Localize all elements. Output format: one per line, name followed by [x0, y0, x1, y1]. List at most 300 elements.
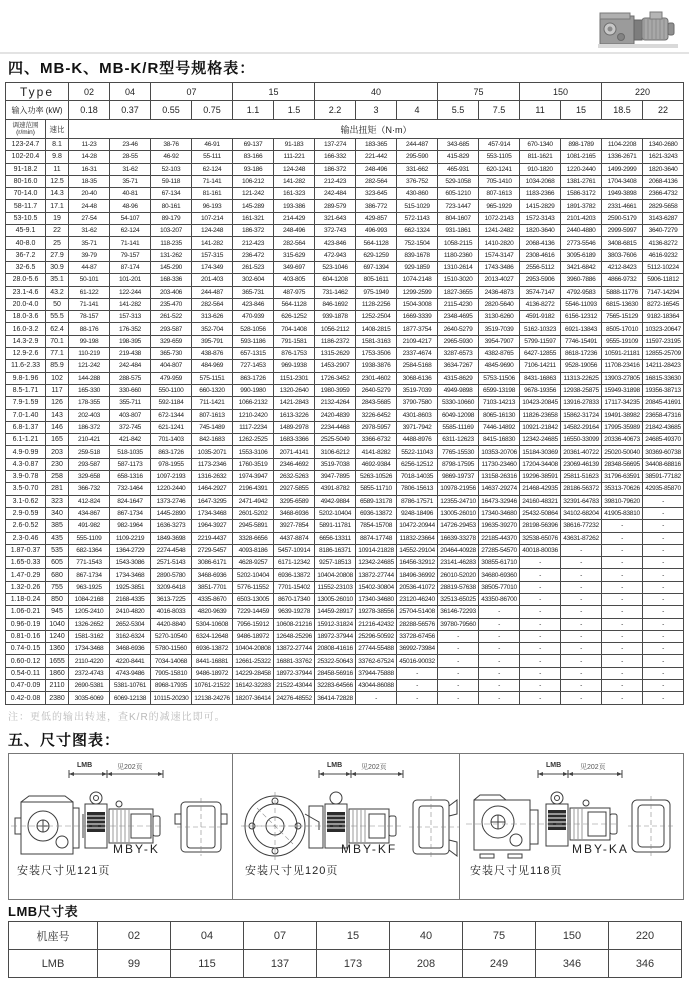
torque-cell: 313-626 [192, 311, 233, 323]
torque-cell: 5270-10540 [151, 630, 192, 642]
torque-cell: 2843-5685 [356, 397, 397, 409]
torque-cell: - [602, 606, 643, 618]
torque-cell: 2556-5112 [520, 261, 561, 273]
torque-cell: - [643, 569, 684, 581]
torque-cell: 20845-41691 [643, 397, 684, 409]
torque-cell: 1410-2820 [479, 237, 520, 249]
speed-range-cell: 3.5-0.70 [6, 483, 46, 495]
torque-cell: 23658-47316 [643, 409, 684, 421]
torque-cell: 10353-20706 [479, 446, 520, 458]
torque-cell: 8968-17935 [151, 680, 192, 692]
torque-cell: 99-198 [69, 335, 110, 347]
torque-cell: 3574-7147 [520, 286, 561, 298]
torque-cell: 96-193 [192, 200, 233, 212]
torque-cell: 2440-4880 [561, 225, 602, 237]
ratio-cell: 25 [46, 237, 69, 249]
dim-label-lmb: LMB [77, 762, 93, 769]
ratio-cell: 258 [46, 471, 69, 483]
torque-cell: 403-807 [110, 409, 151, 421]
torque-cell: 17117-34235 [602, 397, 643, 409]
torque-cell: 302-604 [233, 274, 274, 286]
torque-cell: 4301-8603 [397, 409, 438, 421]
ratio-cell: 1860 [46, 667, 69, 679]
torque-cell: 288-575 [110, 372, 151, 384]
torque-cell: 621-1241 [151, 421, 192, 433]
frame-size-header: 75 [438, 83, 520, 101]
torque-cell: 1128-2256 [356, 298, 397, 310]
torque-cell: 18972-37944 [274, 667, 315, 679]
torque-cell: 3790-7580 [397, 397, 438, 409]
ratio-cell: 102 [46, 372, 69, 384]
torque-cell: 2331-4661 [602, 200, 643, 212]
torque-cell: 10115-20230 [151, 692, 192, 704]
torque-cell: 10472-20944 [397, 520, 438, 532]
torque-cell: 6311-12623 [438, 434, 479, 446]
power-value-header: 3 [356, 101, 397, 120]
torque-cell: 13158-26316 [479, 471, 520, 483]
torque-cell: 11-23 [69, 139, 110, 151]
torque-cell: 17340-34680 [356, 593, 397, 605]
torque-cell: 2525-5049 [315, 434, 356, 446]
torque-cell: 732-1464 [110, 483, 151, 495]
spec-row [6, 557, 684, 569]
torque-cell: 430-860 [397, 188, 438, 200]
lmb-table-title: LMB尺寸表 [8, 904, 79, 919]
torque-cell: 7765-15530 [438, 446, 479, 458]
torque-cell: 4692-9384 [356, 458, 397, 470]
torque-cell: 807-1613 [192, 409, 233, 421]
spec-row [6, 680, 684, 692]
torque-cell: 2999-5997 [602, 225, 643, 237]
torque-cell: - [479, 606, 520, 618]
torque-cell: 620-1241 [479, 163, 520, 175]
torque-cell: - [397, 692, 438, 704]
torque-cell: - [643, 532, 684, 544]
spec-row [6, 274, 684, 286]
torque-cell: 1097-2193 [151, 471, 192, 483]
spec-row [6, 212, 684, 224]
power-value-header: 0.75 [192, 101, 233, 120]
torque-cell: 19635-39270 [479, 520, 520, 532]
torque-cell: 2471-4942 [233, 495, 274, 507]
torque-cell: 1974-3947 [233, 471, 274, 483]
panel-mby-kf [233, 754, 460, 899]
torque-cell: 67-134 [151, 188, 192, 200]
torque-cell: 45016-90032 [397, 655, 438, 667]
torque-cell: 16550-33099 [561, 434, 602, 446]
ratio-cell: 117 [46, 384, 69, 396]
torque-cell: 1964-3927 [192, 520, 233, 532]
torque-cell: 8065-16130 [479, 409, 520, 421]
torque-cell: 9182-18364 [643, 311, 684, 323]
torque-cell: 46-92 [151, 151, 192, 163]
torque-cell: - [643, 655, 684, 667]
speed-range-cell: 20.0-4.0 [6, 298, 46, 310]
torque-cell: 4212-8423 [602, 261, 643, 273]
torque-cell: 963-1925 [69, 581, 110, 593]
torque-cell: 2978-5957 [356, 421, 397, 433]
torque-cell: 438-876 [192, 348, 233, 360]
torque-cell: 23120-46240 [397, 593, 438, 605]
spec-row [6, 384, 684, 396]
ratio-cell: 146 [46, 421, 69, 433]
torque-cell: 101-201 [110, 274, 151, 286]
speed-range-cell: 9.8-1.96 [6, 372, 46, 384]
torque-cell: 658-1316 [110, 471, 151, 483]
torque-cell: 898-1789 [561, 139, 602, 151]
torque-cell: 2219-4437 [192, 532, 233, 544]
speed-range-cell: 2.3-0.46 [6, 532, 46, 544]
torque-cell: 282-564 [274, 237, 315, 249]
torque-cell: - [561, 692, 602, 704]
torque-cell: 805-1611 [356, 274, 397, 286]
torque-cell: 11826-23658 [520, 409, 561, 421]
torque-cell: 1183-2366 [520, 188, 561, 200]
torque-cell: 4866-9732 [602, 274, 643, 286]
torque-cell: - [561, 643, 602, 655]
speed-range-cell: 1.06-0.21 [6, 606, 46, 618]
torque-cell: 25432-50864 [520, 507, 561, 519]
torque-cell: 863-1726 [233, 372, 274, 384]
torque-cell: 18-35 [69, 175, 110, 187]
torque-cell: 28288-56576 [397, 618, 438, 630]
page-title: 四、MB-K、MB-K/R型号规格表： [8, 60, 256, 77]
torque-cell: 7854-15708 [356, 520, 397, 532]
torque-cell: 34680-69360 [479, 569, 520, 581]
torque-cell: 161-323 [274, 188, 315, 200]
torque-cell: 40-81 [110, 188, 151, 200]
torque-cell: - [602, 680, 643, 692]
torque-cell: 3106-6212 [315, 446, 356, 458]
ratio-cell: 230 [46, 458, 69, 470]
speed-range-cell: 16.0-3.2 [6, 323, 46, 335]
torque-cell: 2274-4548 [151, 544, 192, 556]
torque-cell: - [602, 569, 643, 581]
torque-cell: 12938-25875 [561, 384, 602, 396]
torque-cell: 6427-12855 [520, 348, 561, 360]
torque-cell: 6599-13198 [479, 384, 520, 396]
spec-row [6, 532, 684, 544]
torque-cell: 372-745 [110, 421, 151, 433]
torque-cell: 6324-12648 [192, 630, 233, 642]
torque-cell: 16881-33762 [274, 655, 315, 667]
spec-row [6, 434, 684, 446]
speed-range-cell: 123-24.7 [6, 139, 46, 151]
torque-cell: 8441-16881 [192, 655, 233, 667]
torque-cell: 8505-17010 [602, 323, 643, 335]
torque-cell: 178-355 [69, 397, 110, 409]
torque-cell: 331-662 [397, 163, 438, 175]
speed-range-cell: 0.96-0.19 [6, 618, 46, 630]
torque-cell: 587-1173 [110, 458, 151, 470]
speed-range-cell: 91-18.2 [6, 163, 46, 175]
torque-cell: 965-1929 [479, 200, 520, 212]
torque-cell: 157-313 [110, 311, 151, 323]
torque-cell: 201-403 [192, 274, 233, 286]
torque-cell: 7746-15491 [561, 335, 602, 347]
torque-cell: - [602, 692, 643, 704]
speed-range-cell: 1.65-0.33 [6, 557, 46, 569]
torque-cell: - [643, 680, 684, 692]
lmb-table [8, 921, 682, 978]
torque-cell: 365-731 [233, 286, 274, 298]
torque-cell: 3095-6189 [561, 249, 602, 261]
torque-cell: 1104-2208 [602, 139, 643, 151]
torque-cell: 145-290 [151, 261, 192, 273]
torque-cell: 415-829 [438, 151, 479, 163]
torque-cell: 19491-38982 [602, 409, 643, 421]
torque-cell: 3971-7942 [397, 421, 438, 433]
spec-row [6, 593, 684, 605]
torque-cell: 528-1056 [233, 323, 274, 335]
torque-cell: 1877-3754 [397, 323, 438, 335]
speed-range-cell: 1.32-0.26 [6, 581, 46, 593]
ratio-cell: 850 [46, 593, 69, 605]
torque-cell: 11597-23195 [643, 335, 684, 347]
ratio-cell: 1040 [46, 618, 69, 630]
torque-cell: 282-564 [356, 175, 397, 187]
torque-cell: - [643, 520, 684, 532]
spec-row [6, 544, 684, 556]
ratio-cell: 340 [46, 507, 69, 519]
torque-cell: 846-1692 [315, 298, 356, 310]
speed-range-cell: 2.9-0.59 [6, 507, 46, 519]
torque-cell: 37944-75888 [356, 667, 397, 679]
torque-cell: 33762-67524 [356, 655, 397, 667]
torque-cell: 682-1364 [69, 544, 110, 556]
torque-cell: 16473-32946 [479, 495, 520, 507]
torque-cell: 2420-4839 [315, 409, 356, 421]
speed-range-cell: 3.9-0.78 [6, 471, 46, 483]
power-value-header: 1.1 [233, 101, 274, 120]
torque-cell: 1669-3339 [397, 311, 438, 323]
dim-label-page: 见202页 [580, 764, 606, 771]
speed-range-cell: 58-11.7 [6, 200, 46, 212]
torque-cell: - [643, 593, 684, 605]
lmb-frame-cell: 75 [463, 922, 536, 950]
dim-label-page: 见202页 [117, 764, 143, 771]
ratio-cell: 62.4 [46, 323, 69, 335]
torque-cell: 7446-14892 [479, 421, 520, 433]
torque-cell: 1574-3147 [479, 249, 520, 261]
torque-cell: - [602, 532, 643, 544]
torque-cell: 261-522 [151, 311, 192, 323]
torque-cell: 93-186 [233, 163, 274, 175]
torque-cell: 3130-6260 [479, 311, 520, 323]
torque-cell: - [643, 557, 684, 569]
torque-cell: 329-659 [151, 335, 192, 347]
output-torque-label: 输出扭矩（N·m） [69, 120, 684, 139]
torque-cell: 261-523 [233, 261, 274, 273]
lmb-value-cell: 249 [463, 950, 536, 978]
torque-cell: 11708-23416 [602, 360, 643, 372]
torque-cell: 14552-29104 [397, 544, 438, 556]
torque-cell: 32513-65025 [438, 593, 479, 605]
torque-cell: 2101-4203 [561, 212, 602, 224]
torque-cell: 4942-9884 [315, 495, 356, 507]
torque-cell: 12138-24276 [192, 692, 233, 704]
torque-cell: 423-846 [315, 237, 356, 249]
torque-cell: 429-857 [356, 212, 397, 224]
spec-row [6, 520, 684, 532]
torque-cell: 3803-7606 [602, 249, 643, 261]
torque-cell: 1980-3959 [315, 384, 356, 396]
torque-cell: 2110-4220 [69, 655, 110, 667]
torque-cell: 203-406 [151, 286, 192, 298]
torque-cell: 4616-9232 [643, 249, 684, 261]
torque-cell: 811-1621 [520, 151, 561, 163]
torque-cell: 1647-3295 [192, 495, 233, 507]
torque-cell: 17995-35989 [602, 421, 643, 433]
torque-cell: 4016-8033 [151, 606, 192, 618]
torque-cell: 491-982 [69, 520, 110, 532]
torque-cell: 1084-2168 [69, 593, 110, 605]
torque-cell: 2068-4136 [643, 175, 684, 187]
torque-cell: 22185-44370 [479, 532, 520, 544]
torque-cell: 1340-2680 [643, 139, 684, 151]
torque-cell: 7106-14211 [520, 360, 561, 372]
torque-cell: - [520, 692, 561, 704]
torque-cell: 14459-28917 [315, 606, 356, 618]
ratio-cell: 165 [46, 434, 69, 446]
lmb-frame-cell: 02 [98, 922, 171, 950]
power-value-header: 1.5 [274, 101, 315, 120]
torque-cell: 186-372 [315, 163, 356, 175]
torque-cell: 106-212 [233, 175, 274, 187]
frame-size-header: 40 [315, 83, 438, 101]
torque-cell: 7905-15810 [151, 667, 192, 679]
ratio-cell: 1655 [46, 655, 69, 667]
torque-cell: 1034-2068 [520, 175, 561, 187]
torque-cell: 81-161 [192, 188, 233, 200]
lmb-frame-cell: 150 [536, 922, 609, 950]
torque-cell: 2632-5263 [274, 471, 315, 483]
torque-cell: 6921-13843 [561, 323, 602, 335]
torque-cell: 27285-54570 [479, 544, 520, 556]
torque-cell: 168-336 [151, 274, 192, 286]
torque-cell: 244-487 [192, 286, 233, 298]
torque-cell: 1510-3020 [438, 274, 479, 286]
torque-cell: 5263-10526 [356, 471, 397, 483]
torque-cell: 1849-3698 [151, 532, 192, 544]
torque-cell: 1421-2843 [274, 397, 315, 409]
torque-cell: 550-1100 [151, 384, 192, 396]
torque-cell: 553-1105 [479, 151, 520, 163]
torque-cell: 2308-4616 [520, 249, 561, 261]
torque-cell: 1035-2071 [192, 446, 233, 458]
torque-cell: 16142-32283 [233, 680, 274, 692]
torque-cell: 1581-3163 [356, 335, 397, 347]
frame-size-header: 04 [110, 83, 151, 101]
torque-cell: 2890-5780 [151, 569, 192, 581]
torque-cell: 1180-2360 [438, 249, 479, 261]
ratio-cell: 85.9 [46, 360, 69, 372]
torque-cell: 9248-18496 [397, 507, 438, 519]
torque-cell: 10978-21956 [438, 483, 479, 495]
torque-cell: 403-805 [274, 274, 315, 286]
torque-cell: - [520, 581, 561, 593]
torque-cell: 2652-5304 [110, 618, 151, 630]
torque-cell: 1581-3162 [69, 630, 110, 642]
torque-cell: 4845-9690 [479, 360, 520, 372]
ratio-cell: 12.5 [46, 175, 69, 187]
torque-cell: 21216-42432 [356, 618, 397, 630]
torque-cell: 863-1726 [151, 446, 192, 458]
torque-cell: 1827-3655 [438, 286, 479, 298]
torque-cell: 3634-7267 [438, 360, 479, 372]
power-value-header: 7.5 [479, 101, 520, 120]
torque-cell: 4136-8272 [643, 237, 684, 249]
torque-cell: 24160-48321 [520, 495, 561, 507]
torque-cell: 3960-7886 [561, 274, 602, 286]
lmb-value-cell: 173 [317, 950, 390, 978]
torque-cell: 6049-12098 [438, 409, 479, 421]
torque-cell: 79-157 [110, 249, 151, 261]
torque-cell: 28186-56372 [561, 483, 602, 495]
power-value-header: 15 [561, 101, 602, 120]
torque-cell: 32538-65076 [520, 532, 561, 544]
torque-cell: 4391-8782 [315, 483, 356, 495]
speed-range-cell: 6.1-1.21 [6, 434, 46, 446]
torque-cell: 4792-9583 [561, 286, 602, 298]
torque-cell: 35-71 [110, 175, 151, 187]
torque-cell: 1743-3486 [479, 261, 520, 273]
torque-cell: 25296-50592 [356, 630, 397, 642]
torque-cell: 3287-6573 [438, 348, 479, 360]
torque-cell: 1072-2143 [479, 212, 520, 224]
speed-range-cell: 7.0-1.40 [6, 409, 46, 421]
ratio-cell: 1240 [46, 630, 69, 642]
torque-cell: - [561, 569, 602, 581]
torque-cell: 1415-2829 [520, 200, 561, 212]
spec-table [5, 82, 684, 705]
torque-cell: 20336-40673 [602, 434, 643, 446]
torque-cell: 3226-6452 [356, 409, 397, 421]
torque-cell: - [602, 593, 643, 605]
torque-cell: 62-124 [110, 225, 151, 237]
torque-cell: 166-332 [315, 151, 356, 163]
torque-cell: 35313-70626 [602, 483, 643, 495]
speed-range-cell: 2.6-0.52 [6, 520, 46, 532]
torque-cell: 36992-73984 [397, 643, 438, 655]
torque-cell: 141-282 [274, 175, 315, 187]
ratio-cell: 126 [46, 397, 69, 409]
torque-cell: 523-1046 [315, 261, 356, 273]
torque-cell: 6589-13178 [356, 495, 397, 507]
panel-mby-k [9, 754, 233, 899]
torque-cell: 282-564 [192, 298, 233, 310]
torque-cell: 731-1462 [315, 286, 356, 298]
torque-cell: 434-867 [69, 507, 110, 519]
torque-cell: 186-372 [233, 225, 274, 237]
lmb-value-cell: 208 [390, 950, 463, 978]
torque-cell: 1066-2132 [233, 397, 274, 409]
torque-cell: 14582-29164 [561, 421, 602, 433]
torque-cell: 1081-2165 [561, 151, 602, 163]
torque-cell: 52-103 [151, 163, 192, 175]
torque-cell: - [643, 544, 684, 556]
torque-cell: 1205-2410 [69, 606, 110, 618]
torque-cell: - [438, 692, 479, 704]
torque-cell: 144-288 [69, 372, 110, 384]
spec-row [6, 163, 684, 175]
torque-cell: 186-372 [69, 421, 110, 433]
torque-cell: 110-219 [69, 348, 110, 360]
torque-cell: 1074-2148 [397, 274, 438, 286]
torque-cell: 404-807 [151, 360, 192, 372]
ratio-cell: 50 [46, 298, 69, 310]
ratio-cell: 35.1 [46, 274, 69, 286]
